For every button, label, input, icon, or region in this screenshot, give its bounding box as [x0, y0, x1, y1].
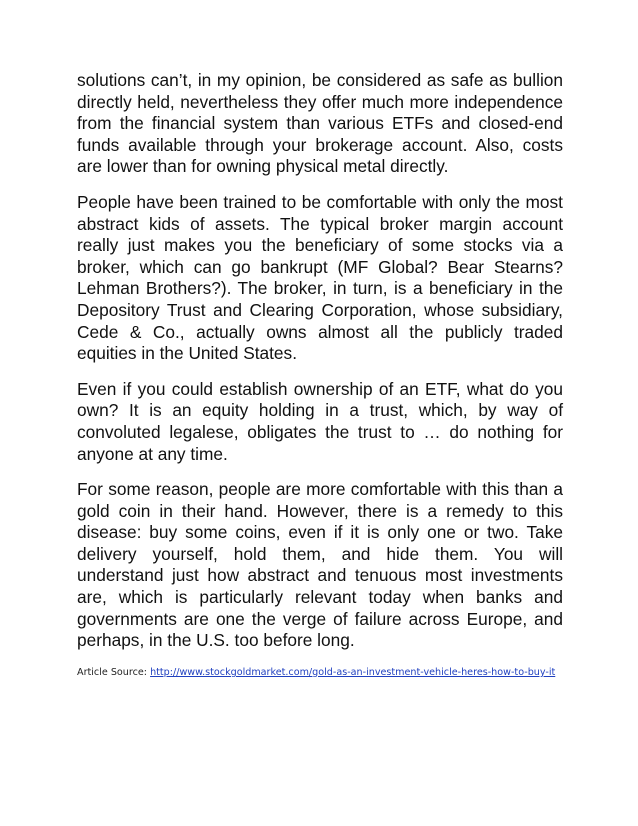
- paragraph-3: Even if you could establish ownership of an ETF, what do you own? It is an equity holding in a trust, which, by way of convoluted legalese, obligates the trust to … do nothing for anyone at any time.: [77, 378, 563, 464]
- article-source-link[interactable]: http://www.stockgoldmarket.com/gold-as-an-investment-vehicle-heres-how-to-buy-it: [150, 666, 556, 678]
- paragraph-2: People have been trained to be comfortable with only the most abstract kids of assets. The typical broker margin account really just makes you the beneficiary of some stocks via a broker, which can go bankrupt (MF Global? Bear Stearns? Lehman Brothers?). The broker, in turn, is a beneficiary in the Depository Trust and Clearing Corporation, whose subsidiary, Cede & Co., actually owns almost all the publicly traded equities in the United States.: [77, 191, 563, 364]
- document-page: [77, 70, 563, 680]
- paragraph-4: For some reason, people are more comfortable with this than a gold coin in their hand. However, there is a remedy to this disease: buy some coins, even if it is only one or two. Take delivery yourself, hold them, and hide them. You will understand just how abstract and tenuous most investments are, which is particularly relevant today when banks and governments are one the verge of failure across Europe, and perhaps, in the U.S. too before long.: [77, 479, 563, 651]
- article-source-label: Article Source:: [77, 666, 151, 678]
- article-source: [77, 666, 563, 680]
- paragraph-1: solutions can’t, in my opinion, be considered as safe as bullion directly held, nevertheless they offer much more independence from the financial system than various ETFs and closed-end funds available through your brokerage account. Also, costs are lower than for owning physical metal directly.: [77, 70, 563, 177]
